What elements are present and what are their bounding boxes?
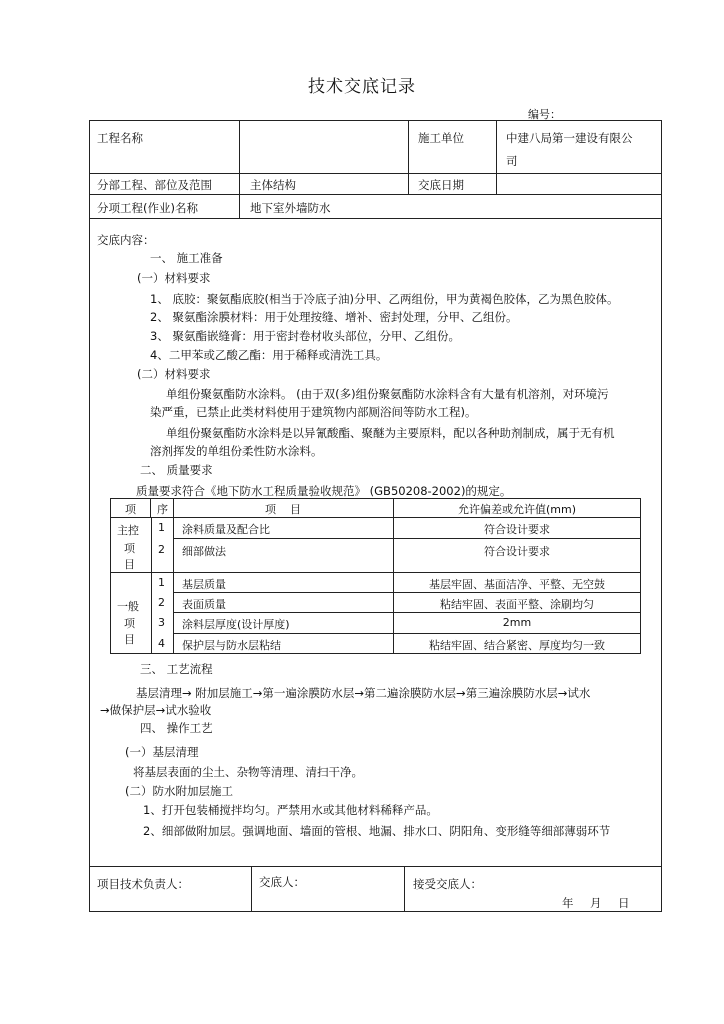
table-divider <box>173 612 641 613</box>
document-title: 技术交底记录 <box>308 77 416 97</box>
header-divider <box>89 194 662 195</box>
material-item: 3、 聚氨酯嵌缝膏：用于密封卷材收头部位，分甲、乙组份。 <box>150 329 460 343</box>
header-divider <box>408 120 409 194</box>
table-row-tolerance: 粘结牢固、结合紧密、厚度均匀一致 <box>429 639 605 652</box>
receiver-signature-field: 接受交底人： <box>413 877 482 891</box>
table-row-item: 涂料质量及配合比 <box>182 523 270 536</box>
table-row-seq: 2 <box>158 543 165 556</box>
table-row-seq: 1 <box>158 521 165 534</box>
group-general-label: 一般 <box>117 600 139 613</box>
paragraph: 单组份聚氨酯防水涂料是以异氰酸酯、聚醚为主要原料，配以各种助剂制成，属于无有机 <box>166 426 615 440</box>
division-label: 分部工程、部位及范围 <box>97 178 212 192</box>
table-header-item: 项 目 <box>265 503 301 516</box>
process-flow: →做保护层→试水验收 <box>100 703 212 717</box>
header-divider <box>89 218 662 219</box>
table-row-item: 细部做法 <box>182 545 226 558</box>
header-divider <box>239 120 240 194</box>
table-divider <box>150 498 151 517</box>
table-row-seq: 4 <box>158 637 165 650</box>
contractor-value-cont: 司 <box>506 154 518 168</box>
paragraph: 染严重，已禁止此类材料使用于建筑物内部厕浴间等防水工程)。 <box>150 405 477 419</box>
date-label: 交底日期 <box>418 178 464 192</box>
subsection-heading: (二）材料要求 <box>137 367 211 381</box>
material-item: 2、 聚氨酯涂膜材料：用于处理按缝、增补、密封处理，分甲、乙组份。 <box>150 310 518 324</box>
division-value: 主体结构 <box>250 178 296 192</box>
table-divider <box>173 538 641 539</box>
group-main-label: 主控 <box>117 524 139 537</box>
paragraph: 2、细部做附加层。强调地面、墙面的管根、地漏、排水口、阴阳角、变形缝等细部薄弱环节 <box>143 824 611 838</box>
group-general-label: 项 <box>124 617 135 630</box>
subsection-heading: (二）防水附加层施工 <box>125 784 233 798</box>
material-item: 4、二甲苯或乙酸乙酯：用于稀释或清洗工具。 <box>150 348 388 362</box>
subsection-heading: (一）材料要求 <box>137 271 211 285</box>
table-divider <box>173 633 641 634</box>
footer-divider <box>404 866 405 912</box>
project-name-label: 工程名称 <box>97 131 143 145</box>
section-heading: 一、 施工准备 <box>150 251 223 265</box>
footer-divider <box>251 866 252 912</box>
process-flow: 基层清理→ 附加层施工→第一遍涂膜防水层→第二遍涂膜防水层→第三遍涂膜防水层→试水 <box>136 686 591 700</box>
table-divider <box>173 498 174 654</box>
section-heading: 三、 工艺流程 <box>140 662 213 676</box>
table-row-tolerance: 符合设计要求 <box>484 523 550 536</box>
table-row-item: 涂料层厚度(设计厚度) <box>182 618 290 631</box>
header-divider <box>89 173 662 174</box>
tech-lead-signature-field: 项目技术负责人： <box>97 877 189 891</box>
table-row-tolerance: 粘结牢固、表面平整、涂刷均匀 <box>440 598 594 611</box>
table-divider <box>110 572 641 573</box>
table-header-tolerance: 允许偏差或允许值(mm) <box>457 503 576 516</box>
table-row-item: 保护层与防水层粘结 <box>182 639 281 652</box>
header-divider <box>239 194 240 218</box>
date-day-label: 日 <box>618 896 630 910</box>
table-row-tolerance: 符合设计要求 <box>484 545 550 558</box>
header-divider <box>496 120 497 194</box>
table-row-item: 表面质量 <box>182 598 226 611</box>
table-row-tolerance: 基层牢固、基面洁净、平整、无空鼓 <box>429 578 605 591</box>
date-month-label: 月 <box>590 896 602 910</box>
paragraph: 单组份聚氨酯防水涂料。 (由于双(多)组份聚氨酯防水涂料含有大量有机溶剂，对环境污 <box>166 387 609 401</box>
group-general-label: 目 <box>124 633 135 646</box>
paragraph: 将基层表面的尘土、杂物等清理、清扫干净。 <box>133 765 363 779</box>
paragraph: 质量要求符合《地下防水工程质量验收规范》 (GB50208-2002)的规定。 <box>136 484 512 498</box>
discloser-signature-field: 交底人： <box>259 875 305 889</box>
group-main-label: 目 <box>124 558 135 571</box>
table-row-item: 基层质量 <box>182 578 226 591</box>
table-row-tolerance: 2mm <box>502 616 532 629</box>
contractor-label: 施工单位 <box>418 131 464 145</box>
footer-divider <box>89 866 662 867</box>
subsection-heading: (一）基层清理 <box>125 745 199 759</box>
item-value: 地下室外墙防水 <box>250 201 331 215</box>
table-header-type: 项 <box>125 503 136 516</box>
table-divider <box>173 592 641 593</box>
contractor-value: 中建八局第一建设有限公 <box>506 131 633 145</box>
table-divider <box>110 517 641 518</box>
date-year-label: 年 <box>562 896 574 910</box>
doc-number-label: 编号： <box>528 108 561 121</box>
table-divider <box>151 517 152 654</box>
table-row-seq: 3 <box>158 616 165 629</box>
table-header-seq: 序 <box>157 503 168 516</box>
group-main-label: 项 <box>124 542 135 555</box>
section-heading: 四、 操作工艺 <box>140 721 213 735</box>
item-label: 分项工程(作业)名称 <box>97 201 198 215</box>
table-row-seq: 2 <box>158 596 165 609</box>
table-row-seq: 1 <box>158 576 165 589</box>
material-item: 1、 底胶：聚氨酯底胶(相当于冷底子油)分甲、乙两组份，甲为黄褐色胶体，乙为黑色胶体。 <box>150 292 619 306</box>
content-label: 交底内容： <box>97 233 155 247</box>
paragraph: 溶剂挥发的单组份柔性防水涂料。 <box>150 444 323 458</box>
section-heading: 二、 质量要求 <box>140 463 213 477</box>
paragraph: 1、打开包装桶搅拌均匀。严禁用水或其他材料稀释产品。 <box>143 803 438 817</box>
